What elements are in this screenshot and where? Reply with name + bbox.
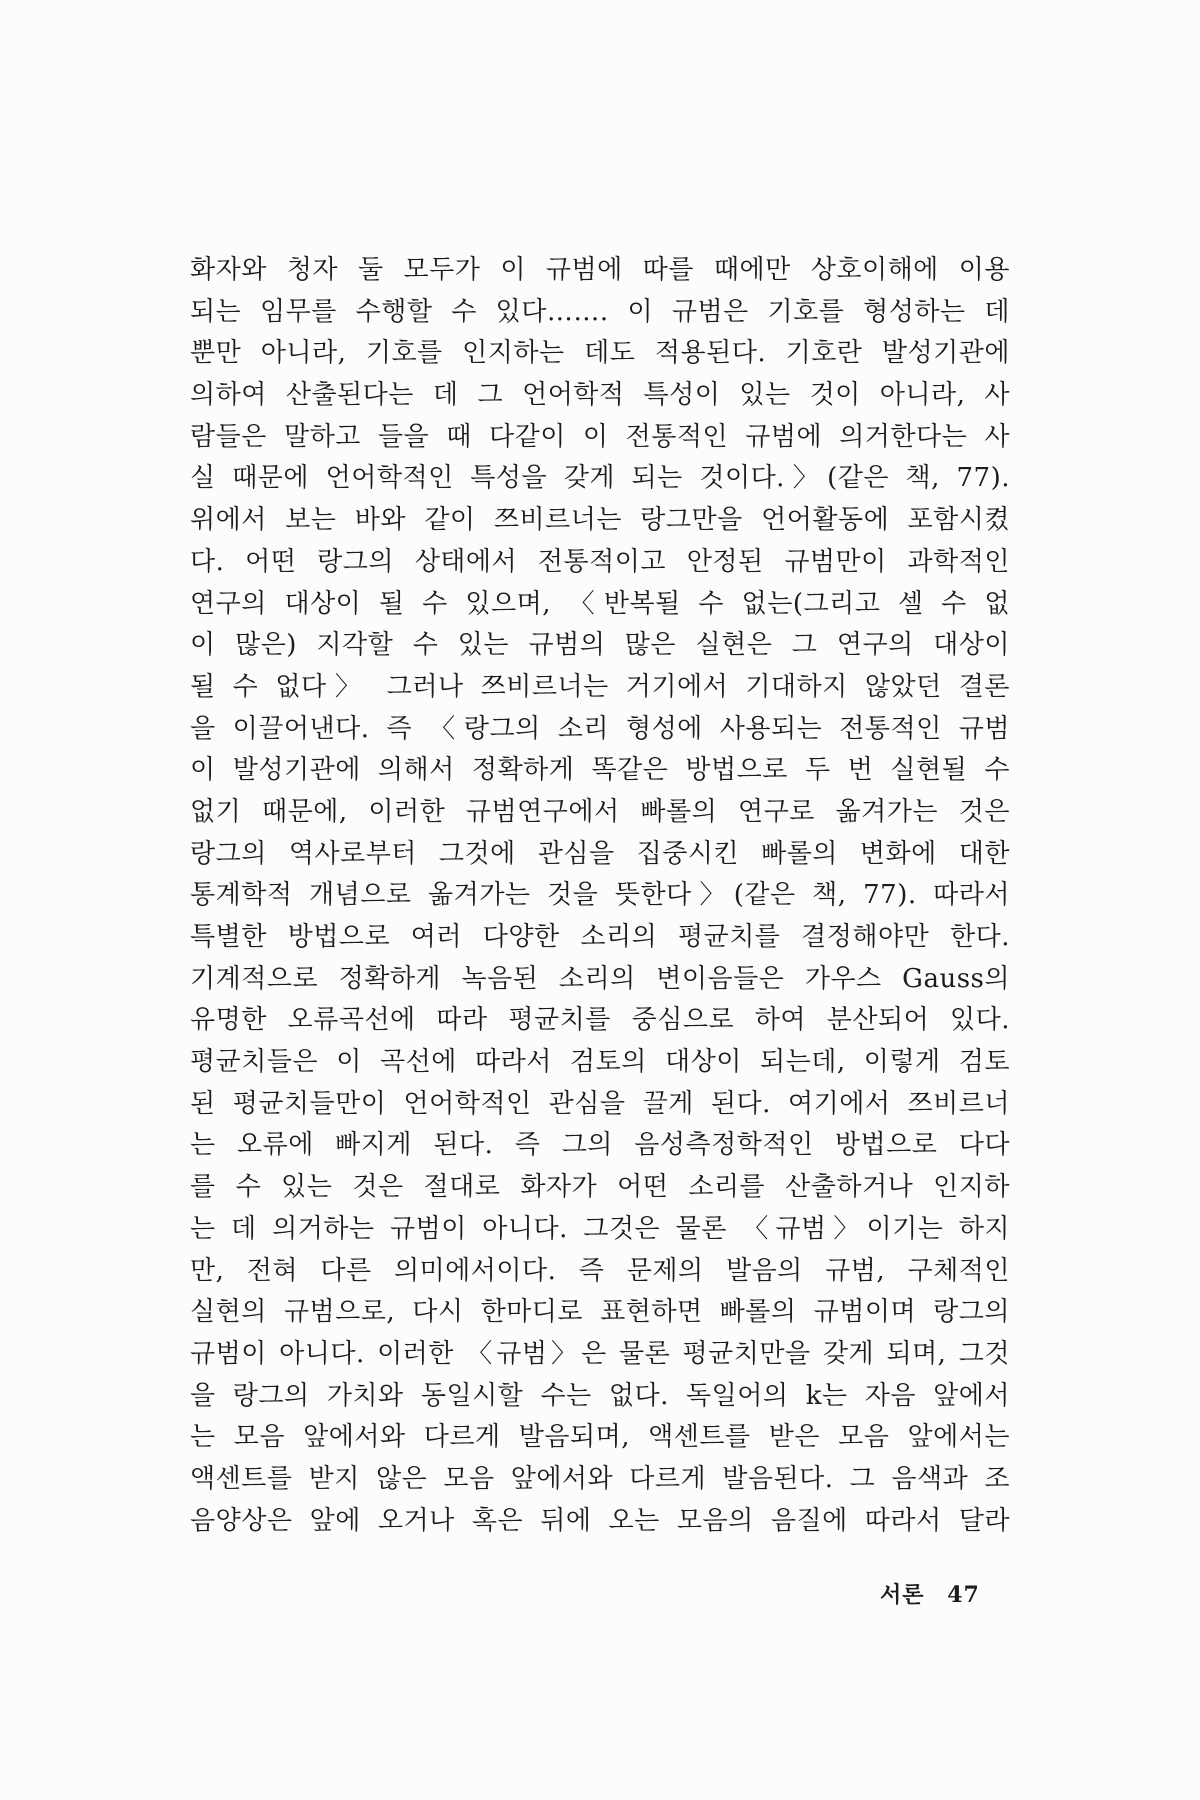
text-line: 이 많은) 지각할 수 있는 규범의 많은 실현은 그 연구의 대상이	[190, 630, 1010, 661]
text-line: 을 랑그의 가치와 동일시할 수는 없다. 독일어의 k는 자음 앞에서	[190, 1380, 1010, 1411]
running-footer-section: 서론	[880, 1582, 925, 1608]
text-line: 을 이끌어낸다. 즉 〈랑그의 소리 형성에 사용되는 전통적인 규범	[190, 713, 1010, 744]
text-line: 는 오류에 빠지게 된다. 즉 그의 음성측정학적인 방법으로 다다	[190, 1130, 1010, 1161]
text-line: 뿐만 아니라, 기호를 인지하는 데도 적용된다. 기호란 발성기관에	[190, 338, 1010, 369]
text-line: 만, 전혀 다른 의미에서이다. 즉 문제의 발음의 규범, 구체적인	[190, 1255, 1010, 1286]
body-text	[190, 250, 1010, 1542]
text-line: 평균치들은 이 곡선에 따라서 검토의 대상이 되는데, 이렇게 검토	[190, 1047, 1010, 1078]
text-line: 다. 어떤 랑그의 상태에서 전통적이고 안정된 규범만이 과학적인	[190, 546, 1010, 577]
text-line: 의하여 산출된다는 데 그 언어학적 특성이 있는 것이 아니라, 사	[190, 380, 1010, 411]
text-line: 규범이 아니다. 이러한 〈규범〉은 물론 평균치만을 갖게 되며, 그것	[190, 1338, 1010, 1369]
text-line: 실현의 규범으로, 다시 한마디로 표현하면 빠롤의 규범이며 랑그의	[190, 1297, 1010, 1328]
text-line: 연구의 대상이 될 수 있으며, 〈반복될 수 없는(그리고 셀 수 없	[190, 588, 1010, 619]
text-line: 된 평균치들만이 언어학적인 관심을 끌게 된다. 여기에서 쯔비르너	[190, 1088, 1010, 1119]
text-line: 화자와 청자 둘 모두가 이 규범에 따를 때에만 상호이해에 이용	[190, 255, 1010, 285]
text-line: 유명한 오류곡선에 따라 평균치를 중심으로 하여 분산되어 있다.	[190, 1005, 1010, 1036]
text-line: 실 때문에 언어학적인 특성을 갖게 되는 것이다.〉(같은 책, 77).	[190, 463, 1010, 494]
text-line: 특별한 방법으로 여러 다양한 소리의 평균치를 결정해야만 한다.	[190, 922, 1010, 952]
text-line: 액센트를 받지 않은 모음 앞에서와 다르게 발음된다. 그 음색과 조	[190, 1463, 1010, 1494]
page-number: 47	[947, 1582, 980, 1608]
text-line: 람들은 말하고 들을 때 다같이 이 전통적인 규범에 의거한다는 사	[190, 421, 1010, 452]
text-line: 되는 임무를 수행할 수 있다……. 이 규범은 기호를 형성하는 데	[190, 296, 1010, 327]
text-line: 기계적으로 정확하게 녹음된 소리의 변이음들은 가우스 Gauss의	[190, 963, 1010, 994]
text-line: 이 발성기관에 의해서 정확하게 똑같은 방법으로 두 번 실현될 수	[190, 755, 1010, 786]
text-line: 될 수 없다〉 그러나 쯔비르너는 거기에서 기대하지 않았던 결론	[190, 671, 1010, 702]
text-line: 없기 때문에, 이러한 규범연구에서 빠롤의 연구로 옮겨가는 것은	[190, 796, 1010, 827]
text-line: 는 데 의거하는 규범이 아니다. 그것은 물론 〈규범〉이기는 하지	[190, 1213, 1010, 1244]
text-line: 는 모음 앞에서와 다르게 발음되며, 액센트를 받은 모음 앞에서는	[190, 1422, 1010, 1453]
text-line: 를 수 있는 것은 절대로 화자가 어떤 소리를 산출하거나 인지하	[190, 1172, 1010, 1203]
page-footer	[880, 1578, 980, 1609]
text-line: 랑그의 역사로부터 그것에 관심을 집중시킨 빠롤의 변화에 대한	[190, 838, 1010, 869]
text-line: 통계학적 개념으로 옮겨가는 것을 뜻한다〉(같은 책, 77). 따라서	[190, 880, 1010, 911]
text-line: 음양상은 앞에 오거나 혹은 뒤에 오는 모음의 음질에 따라서 달라	[190, 1505, 1010, 1536]
text-line: 위에서 보는 바와 같이 쯔비르너는 랑그만을 언어활동에 포함시켰	[190, 505, 1010, 536]
